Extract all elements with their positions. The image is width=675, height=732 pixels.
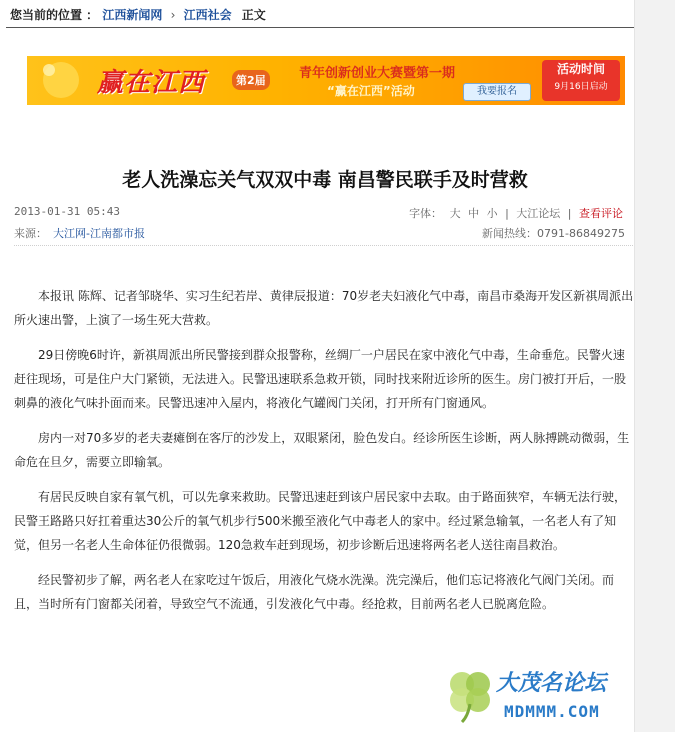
tools-divider: | [505, 207, 509, 220]
news-hotline: 新闻热线：0791-86849275 [482, 227, 625, 240]
watermark-title: 大茂名论坛 [496, 671, 607, 696]
article-paragraph: 有居民反映自家有氧气机，可以先拿来救助。民警迅速赶到该户居民家中去取。由于路面狭窄，车辆无法行驶，民警王路路只好扛着重达30公斤的氧气机步行500米搬至液化气中毒老人的家中。经过紧急输氧，一名老人有了知觉，但另一名老人生命体征仍很微弱。120急救车赶到现场，初步诊断后迅速将两名老人送往南昌救治。 [14, 490, 627, 552]
breadcrumb-divider [6, 27, 634, 28]
breadcrumb [10, 6, 634, 26]
breadcrumb-link-jiangxi-news[interactable]: 江西新闻网 [102, 8, 163, 22]
clover-logo-icon [440, 664, 500, 724]
ad-banner[interactable] [27, 56, 625, 105]
tools-divider: | [567, 207, 572, 220]
view-comments-link[interactable]: 查看评论 [579, 207, 623, 220]
forum-link[interactable]: 大江论坛 [516, 207, 561, 220]
banner-logo: 赢在江西 [97, 68, 206, 98]
banner-slogan: 青年创新创业大赛暨第一期 [299, 66, 456, 81]
banner-decoration-icon [31, 56, 91, 105]
article-source [14, 225, 145, 241]
banner-signup-button[interactable]: 我要报名 [463, 83, 531, 101]
site-watermark [440, 664, 640, 730]
banner-event-time [542, 60, 620, 101]
breadcrumb-separator: › [170, 8, 176, 22]
source-link[interactable]: 大江网-江南都市报 [53, 227, 145, 240]
banner-badge: 第2届 [232, 70, 270, 90]
article-date: 2013-01-31 05:43 [14, 205, 120, 218]
breadcrumb-link-jiangxi-society[interactable]: 江西社会 [183, 8, 232, 22]
breadcrumb-current: 正文 [241, 8, 266, 22]
font-size-large-button[interactable]: 大 [449, 207, 461, 220]
article-paragraph: 29日傍晚6时许，新祺周派出所民警接到群众报警称，丝绸厂一户居民在家中液化气中毒，生命垂危。民警火速赶往现场，可是住户大门紧锁，无法进入。民警迅速联系急救开锁，同时找来附近诊所的医生。房门被打开后，一股刺鼻的液化气味扑面而来。民警迅速冲入屋内，将液化气罐阀门关闭，打开所有门窗通风。 [14, 348, 627, 410]
banner-event-label: 活动时间 [556, 62, 605, 76]
watermark-url: MDMMM.COM [504, 702, 600, 721]
scrollbar[interactable] [634, 0, 675, 732]
article-title: 老人洗澡忘关气双双中毒 南昌警民联手及时营救 [122, 168, 528, 191]
article-paragraph: 本报讯 陈辉、记者邹晓华、实习生纪若岸、黄律辰报道：70岁老夫妇液化气中毒，南昌市桑海开发区新祺周派出所火速出警，上演了一场生死大营救。 [14, 289, 634, 327]
banner-slogan-sub: “赢在江西”活动 [327, 84, 415, 98]
source-label: 来源： [14, 227, 47, 240]
font-size-medium-button[interactable]: 中 [468, 207, 480, 220]
article-paragraph: 经民警初步了解，两名老人在家吃过午饭后，用液化气烧水洗澡。洗完澡后，他们忘记将液化气阀门关闭。而且，当时所有门窗都关闭着，导致空气不流通，引发液化气中毒。经抢救，目前两名老人已脱离危险。 [14, 573, 615, 611]
breadcrumb-prefix: 您当前的位置 ： [10, 8, 99, 22]
font-size-label: 字体： [409, 207, 443, 220]
font-size-small-button[interactable]: 小 [486, 207, 498, 220]
meta-divider [14, 245, 635, 246]
article-tools [407, 205, 625, 221]
article-body [14, 284, 635, 627]
banner-event-date: 9月16日启动 [554, 82, 608, 92]
article-paragraph: 房内一对70多岁的老夫妻瘫倒在客厅的沙发上，双眼紧闭，脸色发白。经诊所医生诊断，两人脉搏跳动微弱，生命危在旦夕，需要立即输氧。 [14, 431, 630, 469]
